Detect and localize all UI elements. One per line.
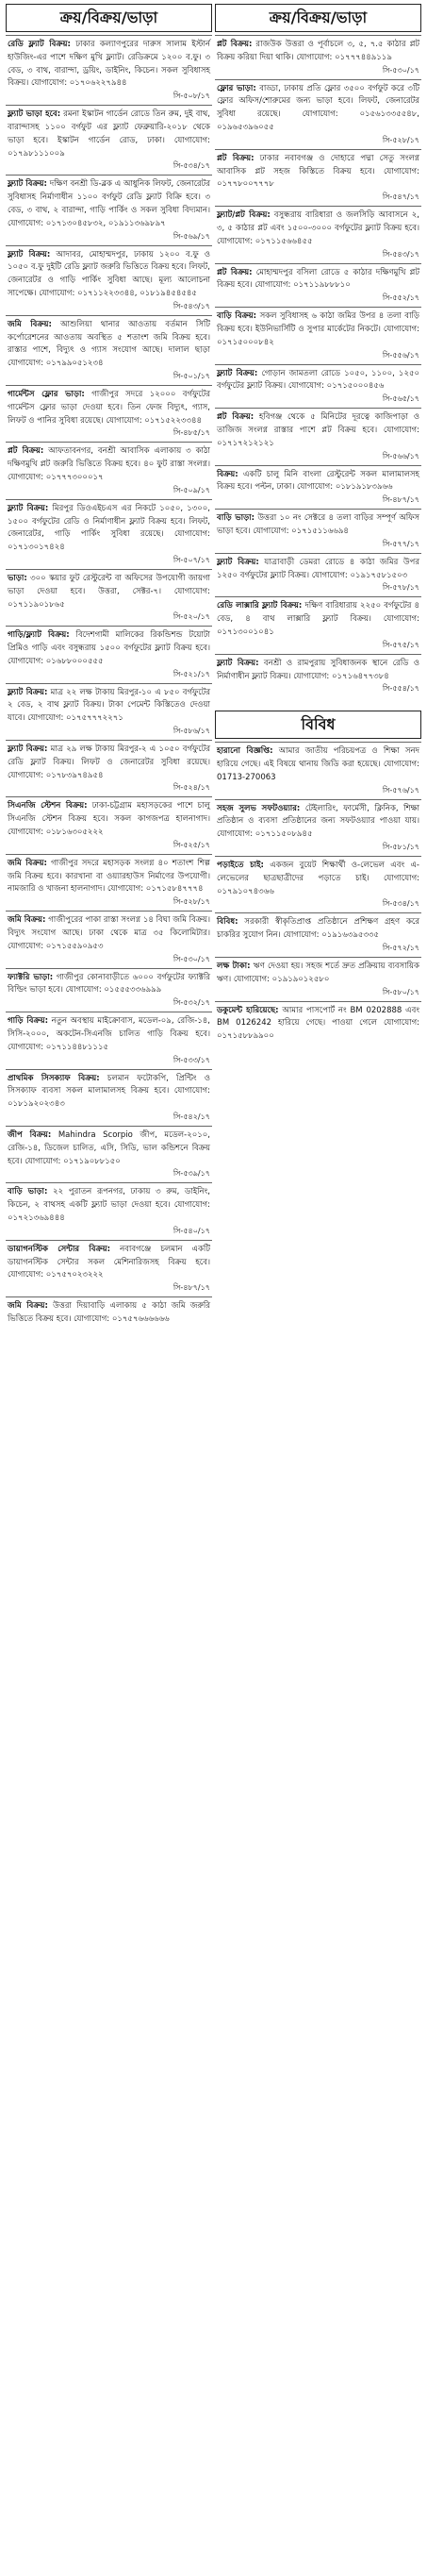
ad-reference: সি-৫৬৫/১৭ bbox=[382, 394, 419, 404]
ad-reference: সি-৫৮০/১৭ bbox=[382, 987, 419, 996]
classified-ad bbox=[6, 245, 212, 315]
ad-title: জমি বিক্রয়: bbox=[8, 915, 46, 926]
ad-title: বাড়ি ভাড়া: bbox=[217, 513, 255, 524]
ad-body: গাজীপুর সদরে ১২০০০ বর্গফুটের গার্মেন্টস ফ্লোর ভাড়া দেওয়া হবে। তিন ফেজ বিদ্যুৎ, গ্যাস, লিফট ও পানির সুবিধা রয়েছে। যোগাযোগ: ০১৭১৫২২৩৩৪৪ bbox=[8, 389, 211, 426]
ad-reference: সি-৫৭২/১৭ bbox=[382, 944, 419, 953]
ad-reference: সি-৫৩৩/১৭ bbox=[172, 1055, 210, 1064]
classified-ad bbox=[6, 35, 212, 105]
right-ads-list bbox=[215, 35, 421, 697]
classified-ad bbox=[6, 442, 212, 498]
ad-body: নবাবগঞ্জে চলমান একটি ডায়াগনস্টিক সেন্টার সকল মেশিনারিজসহ বিক্রয় হবে। যোগাযোগ: ০১৭৫৭০২৩২২২ bbox=[8, 1244, 210, 1280]
ad-title: গাড়ি বিক্রয়: bbox=[8, 1016, 49, 1027]
classified-ad bbox=[215, 912, 421, 957]
ad-body: আদাবর, মোহাম্মদপুর, ঢাকায় ১২০০ ব.ফু ও ১০৫০ ব.ফু দুইটি রেডি ফ্ল্যাট জরুরি ভিত্তিতে বিক্রয় হবে। লিফট, জেনারেটর ও গাড়ি পার্কিং সুবিধা আছে। মূল্য আলোচনা সাপেক্ষে। যোগাযোগ: ০১৭১১২২৩৩৪৪, ০১৮১৯৪৫৪৫৪৫ bbox=[8, 249, 211, 298]
ad-title: রেডি ফ্ল্যাট বিক্রয়: bbox=[8, 40, 71, 49]
ad-reference: সি-৫৬৬/১৭ bbox=[382, 451, 419, 460]
ad-reference: সি-৫৩৪/১৭ bbox=[382, 899, 419, 909]
ad-reference: সি-৫২৫/১৭ bbox=[172, 840, 210, 849]
ad-body: মিরপুর ডিওএইচএস এর নিকটে ১০৫০, ১৩০০, ১৫০০ বর্গফুটের রেডি ও নির্মাণাধীন ফ্ল্যাট বিক্রয় হবে। লিফট, জেনারেটর, গাড়ি পার্কিং সুবিধা রয়েছে। যোগাযোগ: ০১৭১৩০১৭৪২৪ bbox=[8, 503, 210, 553]
section-header-right: ক্রয়/বিক্রয়/ভাড়া bbox=[215, 4, 421, 32]
ad-body: ঢাকার কল্যাণপুরের দারুস সালাম ইস্টার্ন হাউজিং-এর পাশে দক্ষিণ মুখি ফ্ল্যাট। রেডিক্রমে ১২০০ ব.ফু। ৩ বেড, ৩ বাথ, বারান্দা, ড্রয়িং, ডাইনিং, কিচেন। সকল সুবিধাসহ বিক্রয়। যোগাযোগ: ০১৭০৬২২৭৯৪৪ bbox=[8, 40, 211, 89]
classified-ad bbox=[215, 856, 421, 912]
ad-body: গাজীপুর সদরে মহাসড়ক সংলগ্ন ৪০ শতাংশ শিল্প জমি বিক্রয় হবে। কারখানা বা ওয়্যারহাউস নির্মাণের উপযোগী। নামজারি ও খাজনা হালনাগাদ। যোগাযোগ: ০১৭১৫৮৪৭৭৭৪ bbox=[8, 858, 210, 895]
classified-ad bbox=[6, 1012, 212, 1068]
ad-reference: সি-৫৭৮/১৭ bbox=[382, 583, 419, 593]
ad-body: চলমান ফটোকপি, প্রিন্টিং ও সিসক্যাফ ব্যবসা সকল মালামালসহ বিক্রয় হবে। যোগাযোগ: ০১৮১৯২০২৩৪৩ bbox=[8, 1073, 211, 1110]
ad-title: ডকুমেন্ট হারিয়েছে: bbox=[217, 1005, 279, 1015]
ad-body: রাজউক উত্তরা ও পূর্বাচলে ৩, ৫, ৭.৫ কাঠার প্লট বিক্রয় করিয়া দিয়া থাকি। যোগাযোগ: ০১৭৭৭৪৪৯১১৯ bbox=[217, 40, 420, 62]
ad-reference: সি-৫০৮/১৭ bbox=[172, 92, 210, 101]
classified-ad bbox=[215, 553, 421, 597]
ad-title: সিএনজি স্টেশন বিক্রয়: bbox=[8, 801, 88, 811]
classified-ad bbox=[6, 315, 212, 385]
left-column bbox=[6, 4, 212, 1330]
ad-reference: সি-৫০৭/১৭ bbox=[172, 555, 210, 564]
ad-body: মাত্র ২৯ লক্ষ টাকায় মিরপুর-২ এ ১০৫০ বর্গফুটের রেডি ফ্ল্যাট বিক্রয়। লিফট ও জেনারেটর সুবিধা রয়েছে। যোগাযোগ: ০১৭৮৩৯৭৪৯৫৪ bbox=[8, 744, 210, 780]
ad-body: বনশ্রী ও রামপুরায় সুবিধাজনক স্থানে রেডি ও নির্মাণাধীন ফ্ল্যাট বিক্রয়। যোগাযোগ: ০১৭১৬৪৭৭৩৮৪ bbox=[217, 658, 420, 681]
ad-body: গাজীপুরের পাকা রাস্তা সংলগ্ন ১৪ বিঘা জমি বিক্রয়। বিদ্যুৎ সংযোগ আছে। ঢাকা থেকে মাত্র ৩৫ কিলোমিটার। যোগাযোগ: ০১৭১৫৫৯০৯৫৩ bbox=[8, 915, 211, 951]
ad-title: ফ্ল্যাট বিক্রয়: bbox=[217, 557, 259, 567]
ad-title: জমি বিক্রয়: bbox=[8, 858, 47, 868]
misc-section-header: বিবিধ bbox=[215, 711, 421, 739]
ad-title: প্রাথমিক সিসক্যাফ বিক্রয়: bbox=[8, 1073, 100, 1083]
ad-reference: সি-৫৫৪/১৭ bbox=[382, 684, 419, 694]
classified-ad bbox=[215, 35, 421, 79]
ad-body: আমার জাতীয় পরিচয়পত্র ও শিক্ষা সনদ হারিয়ে গেছে। এই বিষয়ে থানায় জিডি করা হয়েছে। যোগাযোগ: 01713-270063 bbox=[217, 746, 420, 782]
ad-title: ফ্লোর ভাড়া: bbox=[217, 83, 256, 93]
ad-title: জীপ বিক্রয়: bbox=[8, 1130, 52, 1141]
ad-reference: সি-৫৭৭/১৭ bbox=[382, 539, 419, 548]
ad-title: ফ্ল্যাট ভাড়া হবে: bbox=[8, 109, 61, 120]
ad-title: ফ্ল্যাট বিক্রয়: bbox=[8, 687, 48, 697]
ad-reference: সি-৫৩৯/১৭ bbox=[172, 1169, 210, 1179]
classified-ad bbox=[6, 105, 212, 175]
classified-ad bbox=[215, 465, 421, 510]
ad-title: ফ্ল্যাট বিক্রয়: bbox=[217, 658, 259, 668]
ad-reference: সি-৫৪২/১৭ bbox=[172, 1112, 210, 1122]
ad-body: Mahindra Scorpio জীপ, মডেল-২০১০, রেজি-১৪, ডিজেল চালিত, এসি, সিডি, ভাল কন্ডিশনে বিক্রয় হবে। যোগাযোগ: ০১৭১৯০৮৮১৫০ bbox=[8, 1130, 210, 1166]
ad-body: গাজীপুর কোনাবাড়ীতে ৬০০০ বর্গফুটের ফ্যাক্টরি বিল্ডিং ভাড়া হবে। যোগাযোগ: ০১৫৫৫৩৩৬৯৯৯ bbox=[8, 972, 210, 995]
ad-body: মোহাম্মদপুর বসিলা রোডে ৫ কাঠার দক্ষিণমুখি প্লট বিক্রয় হবে। যোগাযোগ: ০১৭১১৯৮৮৮১০ bbox=[217, 267, 419, 291]
classified-ad bbox=[215, 307, 421, 363]
ad-title: রেডি লাক্সারি ফ্ল্যাট বিক্রয়: bbox=[217, 601, 303, 611]
classified-ad bbox=[215, 364, 421, 409]
ad-reference: সি-৫২৪/১৭ bbox=[172, 783, 210, 793]
classified-ad bbox=[215, 79, 421, 149]
ad-title: সহজ সুলভ সফটওয়্যার: bbox=[217, 803, 301, 813]
classified-ad bbox=[6, 385, 212, 442]
ad-title: ফ্ল্যাট বিক্রয়: bbox=[8, 179, 47, 190]
ad-body: বসুন্ধরায় বারিধারা ও জলসিড়ি আবাসনে ২, ৩, ৫ কাঠার প্লট এবং ১৫০০-৩০০০ বর্গফুটের ফ্ল্যাট বিক্রয় হবে। যোগাযোগ: ০১৭১১৫৬৬৪৫৫ bbox=[217, 210, 419, 246]
ad-reference: সি-৫০১/১৭ bbox=[172, 371, 210, 380]
ad-body: সরকারী স্বীকৃতিপ্রাপ্ত প্রতিষ্ঠানে প্রশিক্ষণ গ্রহণ করে চাকরির সুযোগ নিন। যোগাযোগ: ০১৯১৬৩৯৫৩৩৫ bbox=[217, 917, 419, 941]
classified-ad bbox=[6, 740, 212, 796]
classified-ad bbox=[215, 596, 421, 653]
ad-title: বিক্রয়: bbox=[217, 469, 238, 479]
classified-ad bbox=[215, 149, 421, 206]
ad-body: সকল সুবিধাসহ ৬ কাঠা জমির উপর ৪ তলা বাড়ি বিক্রয় হবে। ইউনিভার্সিটি ও সুপার মার্কেটের নিকটে। যোগাযোগ: ০১৭১৫০০০৮৪২ bbox=[217, 311, 420, 347]
ad-body: দক্ষিণ বনশ্রী ডি-ব্লক এ আধুনিক লিফট, জেনারেটর সুবিধাসহ নির্মাণাধীন ১১০০ বর্গফুট রেডি ফ্ল্যাট বিক্রি হবে। ৩ বেড, ৩ বাথ, ২ বারান্দা, গাড়ি পার্কিং ও সকল সুবিধা বিদ্যমান। যোগাযোগ: ০১৭১৩০৪৫৮৩২, ০১৯১১৩৬৯৮৯৭ bbox=[8, 179, 210, 228]
classified-ad bbox=[6, 1126, 212, 1182]
classified-ad bbox=[6, 911, 212, 967]
classified-ad bbox=[6, 796, 212, 853]
ad-reference: সি-৫৮১/১৭ bbox=[382, 843, 419, 852]
ad-title: ফ্ল্যাট/প্লট বিক্রয়: bbox=[217, 210, 271, 221]
ad-title: প্লট বিক্রয়: bbox=[8, 446, 44, 457]
ad-body: নতুন অবস্থায় মাইক্রোবাস, মডেল-০৯, রেজি-১৪, সিসি-২০০০, অকটেন-সিএনজি চালিত গাড়ি বিক্রয় হবে। যোগাযোগ: ০১৭১১৪৪৮১১১৫ bbox=[8, 1016, 211, 1052]
ad-reference: সি-৫৮৬/১৭ bbox=[172, 727, 210, 736]
ad-body: ঢাকা-চট্টগ্রাম মহাসড়কের পাশে চালু সিএনজি স্টেশন বিক্রয় হবে। সকল কাগজপত্র হালনাগাদ। যোগাযোগ: ০১৮১৬৩০৫২২২ bbox=[8, 801, 211, 838]
ad-reference: সি-৪৮৭/১৭ bbox=[382, 495, 419, 505]
classified-ad bbox=[215, 509, 421, 553]
ad-reference: সি-৫৪০/১৭ bbox=[172, 1226, 210, 1235]
ad-reference: সি-৫২৮/১৭ bbox=[172, 897, 210, 907]
ad-body: বিদেশগামী মালিকের রিকন্ডিশন্ড টয়োটা প্রিমিও গাড়ি এবং বসুন্ধরায় ১৫০০ বর্গফুটের ফ্ল্যাট বিক্রয় হবে। যোগাযোগ: ০১৬৮৮০০০৫৫৫ bbox=[8, 630, 210, 666]
misc-ads-list bbox=[215, 742, 421, 1046]
ad-title: পড়াইতে চাই: bbox=[217, 861, 264, 871]
ad-body: যাত্রাবাড়ী ডেমরা রোডে ৪ কাঠা জমির উপর ১২৫০ বর্গফুটের ফ্ল্যাট বিক্রয়। যোগাযোগ: ০১৯১৭৫৮১৫০৩ bbox=[217, 557, 419, 580]
ad-reference: সি-৫৭৬/১৭ bbox=[382, 785, 419, 795]
ad-title: জমি বিক্রয়: bbox=[8, 319, 52, 329]
ad-title: গার্মেন্টস ফ্লোর ভাড়া: bbox=[8, 389, 85, 399]
ad-reference: সি-৫২৮/১৭ bbox=[382, 135, 419, 144]
ad-reference: সি-৫৩০/১৭ bbox=[382, 65, 419, 75]
ad-title: বাড়ি ভাড়া: bbox=[8, 1187, 48, 1197]
ad-body: মাত্র ২২ লক্ষ টাকায় মিরপুর-১০ এ ৮৫০ বর্গফুটের ২ বেড, ২ বাথ ফ্ল্যাট বিক্রয়। টাকা পেমেন্ট কিস্তিতেও দেওয়া যাবে। যোগাযোগ: ০১৭৫৭৭৭২২৭১ bbox=[8, 687, 210, 724]
classified-ad bbox=[215, 799, 421, 856]
classified-ad bbox=[6, 569, 212, 626]
ad-body: দক্ষিণ বারিধারায় ২২৫০ বর্গফুটের ৪ বেড, ৪ বাথ লাক্সারি ফ্ল্যাট বিক্রয়। যোগাযোগ: ০১৭১৩০০১০৪১ bbox=[217, 601, 419, 637]
ad-title: হারানো বিজ্ঞপ্তি: bbox=[217, 746, 273, 757]
ad-reference: সি-৫৩২/১৭ bbox=[172, 998, 210, 1008]
ad-body: বাড্ডা, ঢাকায় প্রতি ফ্লোর ৩৫০০ বর্গফুট করে ৩টি ফ্লোর অফিস/শোরুমের জন্য ভাড়া হবে। লিফট, জেনারেটর সুবিধা রয়েছে। যোগাযোগ: ০১৫৬১৩৩৫৫৪৮, ০১৯৬৫৩৯৬০৫৫ bbox=[217, 83, 420, 132]
ad-title: প্লট বিক্রয়: bbox=[217, 412, 255, 423]
classified-ad bbox=[215, 263, 421, 308]
ad-body: উত্তরা দিয়াবাড়ি এলাকায় ৫ কাঠা জমি জরুরি ভিত্তিতে বিক্রয় হবে। যোগাযোগ: ০১৭৫৭৬৬৬৬৬৬ bbox=[8, 1301, 210, 1324]
ad-body: হবিগঞ্জ থেকে ৫ মিনিটের দূরত্বে কাজিপাড়া ও তাজিজ সংলগ্ন রাস্তার পাশে প্লট বিক্রয় হবে। যোগাযোগ: ০১৭১৭২১২১২১ bbox=[217, 412, 419, 448]
classified-ad bbox=[215, 957, 421, 1001]
ad-title: বাড়ি বিক্রয়: bbox=[217, 311, 257, 322]
classified-ad bbox=[6, 175, 212, 244]
ad-title: ফ্ল্যাট বিক্রয়: bbox=[8, 503, 49, 513]
classified-ad bbox=[6, 854, 212, 911]
ad-reference: সি-৫৩০/১৭ bbox=[172, 954, 210, 963]
classified-ad bbox=[215, 408, 421, 464]
classified-ad bbox=[215, 1001, 421, 1046]
classified-ad bbox=[6, 1296, 212, 1330]
ad-body: টেইলারিং, ফার্মেসী, ক্লিনিক, শিক্ষা প্রতিষ্ঠান ও ব্যবসা প্রতিষ্ঠানের জন্য সফটওয়্যার পাওয়া যায়। যোগাযোগ: ০১৭১১৫০৮৯৪৫ bbox=[217, 803, 419, 840]
ad-reference: সি-৫২০/১৭ bbox=[172, 612, 210, 622]
classified-ad bbox=[6, 499, 212, 569]
ad-title: গাড়ি/ফ্ল্যাট বিক্রয়: bbox=[8, 630, 70, 641]
ad-reference: সি-৫৪৩/১৭ bbox=[172, 301, 210, 310]
classified-ad bbox=[6, 626, 212, 682]
ad-title: লক্ষ টাকা: bbox=[217, 962, 251, 972]
ad-title: বিবিধ: bbox=[217, 917, 238, 928]
classified-ad bbox=[6, 1240, 212, 1296]
ad-reference: সি-৫৪৩/১৭ bbox=[382, 249, 419, 259]
ad-title: ফ্ল্যাট বিক্রয়: bbox=[8, 744, 48, 755]
ad-body: একজন বুয়েট শিক্ষার্থী ও-লেভেল এবং এ-লেভেলের ছাত্রছাত্রীদের পড়াতে চাই। যোগাযোগ: ০১৭৯১০৭৪৩৬৬ bbox=[217, 861, 419, 896]
ad-body: ঢাকার নবাবগঞ্জ ও দোহারে পদ্মা সেতু সংলগ্ন আবাসিক প্লট সহজ কিস্তিতে বিক্রয় হবে। যোগাযোগ: ০১৭৭৮০০৭৭৭৮ bbox=[217, 153, 419, 190]
ad-reference: সি-৫৫৬/১৭ bbox=[382, 350, 419, 360]
ad-reference: সি-৫৬৯/১৭ bbox=[172, 231, 210, 241]
ad-reference: সি-৫৭৫/১৭ bbox=[382, 640, 419, 649]
ad-title: ফ্ল্যাট বিক্রয়: bbox=[217, 368, 258, 378]
classified-ad bbox=[6, 683, 212, 740]
ad-title: জমি বিক্রয়: bbox=[8, 1301, 48, 1312]
ad-body: আমার পাসপোর্ট নং BM 0202888 এবং BM 0126242 হারিয়ে গেছে। পাওয়া গেলে যোগাযোগ: ০১৭১৫৮৮৯৯০০ bbox=[217, 1005, 419, 1042]
ad-reference: সি-৫৩৪/১৭ bbox=[172, 161, 210, 171]
ad-body: ৩০০ স্কয়ার ফুট রেস্টুরেন্ট বা অফিসের উপযোগী জায়গা ভাড়া দেওয়া হবে। উত্তরা, সেক্টর-৭। যোগাযোগ: ০১৭১১৯০১৮৬৫ bbox=[8, 573, 211, 610]
right-column bbox=[215, 4, 421, 1046]
left-ads-list bbox=[6, 35, 212, 1330]
classified-ad bbox=[215, 654, 421, 698]
ad-reference: সি-৫৪৭/১৭ bbox=[382, 192, 419, 202]
ad-body: একটি চালু মিনি বাংলা রেস্টুরেন্ট সকল মালামালসহ বিক্রয় হবে। পল্টন, ঢাকা। যোগাযোগ: ০১৮১৯১৮৩৯৬৬ bbox=[217, 469, 419, 493]
section-header-left: ক্রয়/বিক্রয়/ভাড়া bbox=[6, 4, 212, 32]
ad-body: আশুলিয়া থানার আওতায় বর্তমান সিটি কর্পোরেশনের আওতায় অবস্থিত ৫ শতাংশ জমি বিক্রয় হবে। রাস্তার পাশে, বিদ্যুৎ ও গ্যাস সংযোগ আছে। দালাল ছাড়া যোগাযোগ: ০১৭৯৯০৫১২৩৪ bbox=[8, 319, 210, 369]
classified-ad bbox=[215, 206, 421, 262]
ad-body: ঋণ দেওয়া হয়। সহজ শর্তে দ্রুত প্রক্রিয়ায় ব্যবসায়িক ঋণ। যোগাযোগ: ০১৯১৯০১২৫৮০ bbox=[217, 962, 419, 984]
classified-ad bbox=[215, 742, 421, 798]
ad-reference: সি-৫০৯/১৭ bbox=[172, 485, 210, 494]
ad-reference: সি-৪৮৭/১৭ bbox=[172, 1283, 210, 1293]
ad-reference: সি-৫৫২/১৭ bbox=[382, 293, 419, 303]
ad-body: আফতাবনগর, বনশ্রী আবাসিক এলাকায় ৩ কাঠা দক্ষিণমুখি প্লট জরুরি ভিত্তিতে বিক্রয় হবে। ৪০ ফুট রাস্তা সংলগ্ন। যোগাযোগ: ০১৭৭৭৩০০০১৭ bbox=[8, 446, 211, 482]
ad-title: প্লট বিক্রয়: bbox=[217, 40, 253, 49]
classified-ad bbox=[6, 968, 212, 1012]
ad-title: ভাড়া: bbox=[8, 573, 27, 583]
ad-title: ডায়াগনস্টিক সেন্টার বিক্রয়: bbox=[8, 1244, 111, 1254]
ad-body: রমনা ইস্কাটন গার্ডেন রোডে তিন রুম, দুই বাথ, বারান্দাসহ ১১০০ বর্গফুট এর ফ্ল্যাট ফেব্রুয়ারি-২০১৮ থেকে ভাড়া হবে। ইস্কাটন গার্ডেন রোড, ঢাকা। যোগাযোগ: ০১৭৯৮১১১০০৯ bbox=[8, 109, 211, 159]
ad-title: ফ্ল্যাট বিক্রয়: bbox=[8, 249, 51, 259]
classified-ad bbox=[6, 1182, 212, 1239]
ad-title: প্লট বিক্রয়: bbox=[217, 267, 253, 277]
ad-reference: সি-৪৮৫/১৭ bbox=[172, 428, 210, 438]
ad-body: ২২ পুরাতন রূপনগর, ঢাকায় ৩ রুম, ডাইনিং, কিচেন, ২ বাথসহ একটি ফ্ল্যাট ভাড়া দেওয়া হবে। যোগাযোগ: ০১৭২১৩৬৯৪৪৪ bbox=[8, 1187, 210, 1223]
ad-body: গোড়ান জামতলা রোডে ১০৫০, ১১০০, ১২৫০ বর্গফুটের ফ্ল্যাট বিক্রয়। যোগাযোগ: ০১৭১৫০০০৪৫৬ bbox=[217, 368, 420, 392]
ad-title: ফ্যাক্টরি ভাড়া: bbox=[8, 972, 54, 982]
classified-ad bbox=[6, 1069, 212, 1126]
ad-reference: সি-৫২১/১৭ bbox=[172, 669, 210, 678]
ad-body: উত্তরা ১০ নং সেক্টরে ৪ তলা বাড়ির সম্পূর্ণ অফিস ভাড়া হবে। যোগাযোগ: ০১৭১৫১১৬৬৯৪ bbox=[217, 513, 419, 536]
ad-title: প্লট বিক্রয়: bbox=[217, 153, 255, 163]
